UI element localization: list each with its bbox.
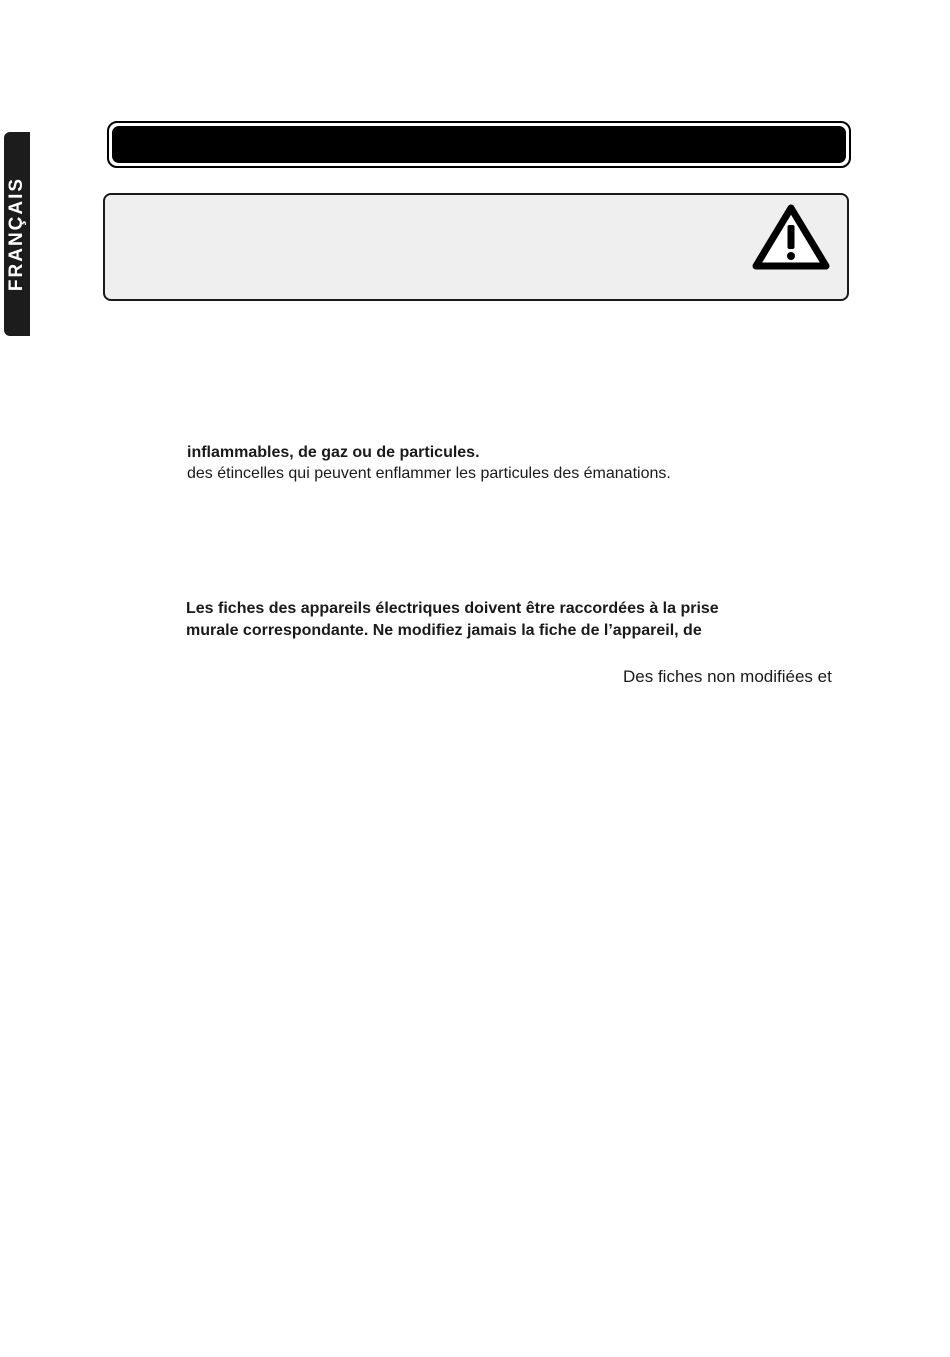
language-tab-label: FRANÇAIS <box>6 176 27 292</box>
section-2-line-1: Les fiches des appareils électriques doivent être raccordées à la prise <box>186 600 719 617</box>
section-title-bar-fill <box>112 126 846 163</box>
section-2-line-3: Des fiches non modifiées et <box>623 667 832 686</box>
section-1-line-1: inflammables, de gaz ou de particules. <box>187 444 480 461</box>
section-1-line-2: des étincelles qui peuvent enflammer les particules des émanations. <box>187 465 671 482</box>
section-2-line-2: murale correspondante. Ne modifiez jamais la fiche de l’appareil, de <box>186 622 702 639</box>
warning-box <box>103 193 849 301</box>
warning-triangle-icon <box>752 203 830 271</box>
language-tab <box>4 132 30 336</box>
section-title-bar <box>107 121 851 168</box>
